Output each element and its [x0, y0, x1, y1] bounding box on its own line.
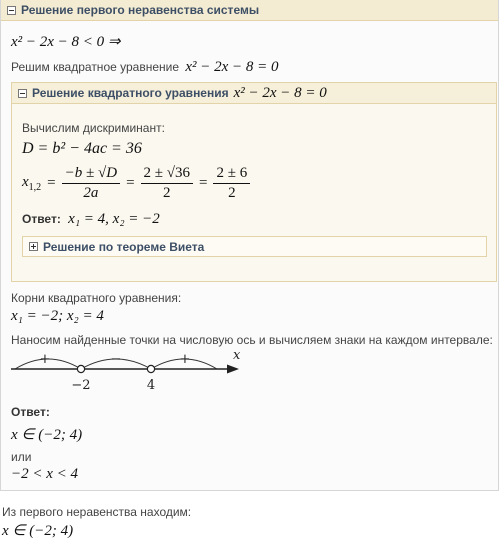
- vieta-solution-collapsed[interactable]: [22, 236, 487, 257]
- collapse-minus-icon[interactable]: [7, 6, 16, 15]
- fraction-substituted-denominator: 2: [163, 185, 171, 201]
- sign-left: +: [39, 352, 51, 367]
- point-open-left: [77, 365, 84, 372]
- quadratic-title-equation: x² − 2x − 8 = 0: [233, 84, 327, 101]
- point-label-left: −2: [71, 378, 91, 393]
- quadratic-solution-title: Решение квадратного уравнения: [32, 86, 229, 100]
- quadratic-solution-panel: [11, 82, 497, 282]
- answer-inequality: −2 < x < 4: [11, 466, 79, 482]
- answer-label: Ответ:: [11, 405, 50, 419]
- fraction-general: [62, 165, 120, 201]
- quadratic-answer-label: Ответ:: [22, 212, 61, 226]
- fraction-simplified-numerator: 2 ± 6: [213, 165, 250, 184]
- plot-intro-text: Наносим найденные точки на числовую ось и вычисляем знаки на каждом интервале:: [11, 333, 493, 347]
- axis-label: x: [233, 348, 241, 363]
- fraction-substituted-numerator: 2 ± √36: [141, 165, 193, 184]
- first-inequality-header[interactable]: [1, 0, 498, 21]
- quadratic-solution-header[interactable]: [12, 83, 496, 104]
- fraction-substituted: [141, 165, 193, 201]
- answer-or-text: или: [11, 450, 32, 464]
- fraction-simplified-denominator: 2: [228, 185, 236, 201]
- point-open-right: [147, 365, 154, 372]
- vieta-solution-title: Решение по теореме Виета: [43, 239, 205, 254]
- roots-values: x₁ = −2; x₂ = 4: [11, 308, 104, 324]
- expand-plus-icon[interactable]: [29, 242, 38, 251]
- quadratic-equation: x² − 2x − 8 = 0: [185, 59, 279, 75]
- first-inequality-title: Решение первого неравенства системы: [21, 3, 260, 17]
- roots-lhs: x: [22, 173, 29, 190]
- footer-result: x ∈ (−2; 4): [2, 523, 74, 539]
- roots-subscript: 1,2: [28, 181, 42, 193]
- number-line: [1, 345, 261, 397]
- solve-intro-text: Решим квадратное уравнение: [11, 60, 180, 74]
- discriminant-label: Вычислим дискриминант:: [22, 121, 165, 135]
- footer-text: Из первого неравенства находим:: [2, 505, 192, 519]
- discriminant-formula: D = b² − 4ac = 36: [22, 140, 142, 157]
- axis-arrow: [227, 365, 239, 374]
- point-label-right: 4: [146, 378, 156, 393]
- answer-interval: x ∈ (−2; 4): [11, 427, 83, 443]
- inequality-formula: x² − 2x − 8 < 0 ⇒: [11, 34, 121, 50]
- roots-formula: $x_{1,2}$ = $\frac{-b \pm √D}{2a}$ = $\frac{2 \pm √36}{2}$ = $\frac{2 \pm 6}{2}$: [22, 163, 250, 203]
- sign-right: +: [179, 352, 191, 367]
- roots-label: Корни квадратного уравнения:: [11, 291, 182, 305]
- fraction-general-numerator: −b ± √D: [62, 165, 120, 184]
- sign-middle: −: [110, 352, 122, 367]
- fraction-general-denominator: 2a: [83, 185, 99, 201]
- fraction-simplified: [213, 165, 250, 201]
- collapse-minus-icon[interactable]: [18, 89, 27, 98]
- quadratic-answer-value: x₁ = 4, x₂ = −2: [68, 211, 160, 227]
